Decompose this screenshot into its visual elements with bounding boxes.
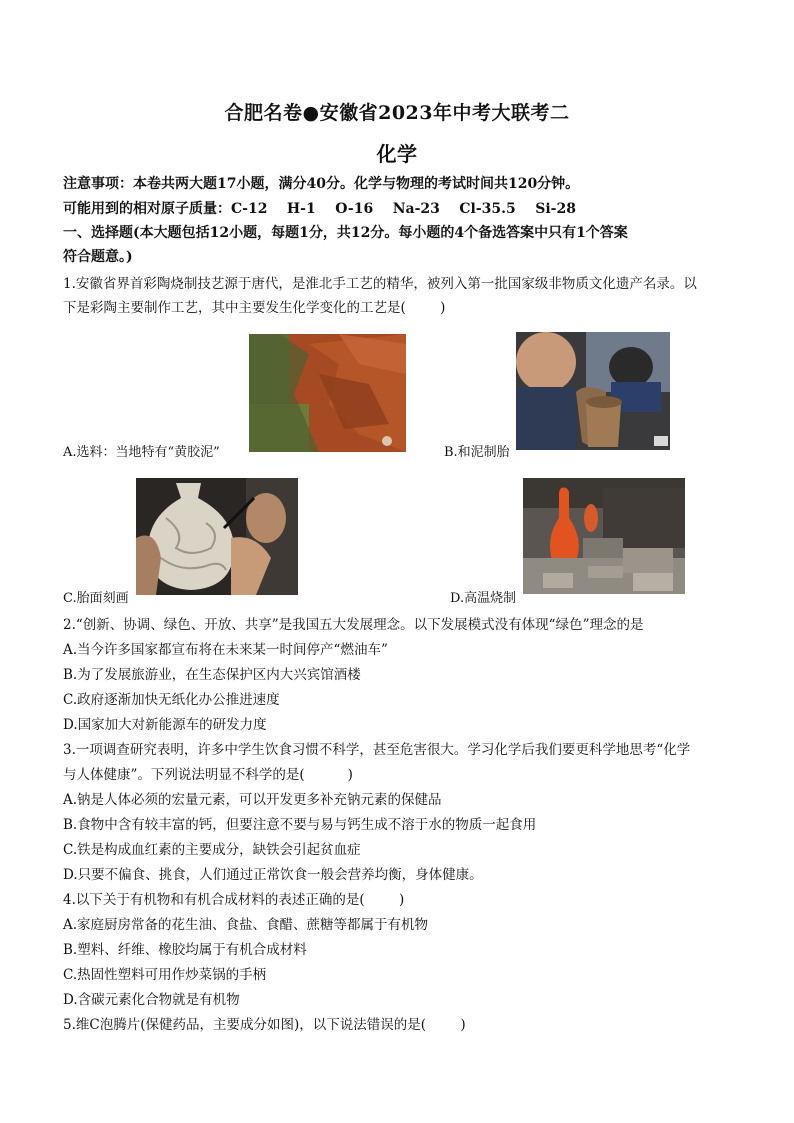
q2-stem: 2.“创新、协调、绿色、开放、共享”是我国五大发展理念。以下发展模式没有体现“绿色”理念的是: [63, 617, 644, 633]
exam-title: 合肥名卷●安徽省2023年中考大联考二: [224, 102, 570, 124]
q5-stem: 5.维C泡腾片(保健药品，主要成分如图)，以下说法错误的是( ): [63, 1017, 466, 1033]
q4-option-c: C.热固性塑料可用作炒菜锅的手柄: [63, 967, 267, 983]
atomic-mass-note: 可能用到的相对原子质量：C-12 H-1 O-16 Na-23 Cl-35.5 Si-28: [63, 201, 576, 217]
q3-stem-line2: 与人体健康”。下列说法明显不科学的是( ): [63, 767, 353, 783]
section1-heading-line1: 一、选择题(本大题包括12小题，每题1分，共12分。每小题的4个备选答案中只有1个答案: [63, 225, 628, 241]
q1-option-d: D.高温烧制: [450, 591, 517, 606]
q2-option-c: C.政府逐渐加快无纸化办公推进速度: [63, 692, 280, 708]
q3-option-b: B.食物中含有较丰富的钙，但要注意不要与易与钙生成不溶于水的物质一起食用: [63, 817, 537, 833]
q4-option-b: B.塑料、纤维、橡胶均属于有机合成材料: [63, 942, 307, 958]
q3-option-c: C.铁是构成血红素的主要成分，缺铁会引起贫血症: [63, 842, 361, 858]
attention-note: 注意事项：本卷共两大题17小题，满分40分。化学与物理的考试时间共120分钟。: [63, 176, 580, 192]
subject-title: 化学: [376, 142, 418, 166]
yellow-clay-photo: [249, 334, 406, 452]
q1-option-b: B.和泥制胎: [444, 445, 510, 460]
q3-option-d: D.只要不偏食、挑食，人们通过正常饮食一般会营养均衡，身体健康。: [63, 867, 483, 883]
q1-option-a: A.选料：当地特有“黄胶泥”: [63, 445, 220, 460]
kiln-firing-photo: [523, 478, 685, 594]
q2-option-d: D.国家加大对新能源车的研发力度: [63, 717, 267, 733]
q2-option-a: A.当今许多国家都宣布将在未来某一时间停产“燃油车”: [63, 642, 388, 658]
q4-option-d: D.含碳元素化合物就是有机物: [63, 992, 240, 1008]
q1-stem-line1: 1.安徽省界首彩陶烧制技艺源于唐代，是淮北手工艺的精华，被列入第一批国家级非物质文化遗产名录。以: [63, 276, 697, 292]
q3-stem-line1: 3.一项调查研究表明，许多中学生饮食习惯不科学，甚至危害很大。学习化学后我们要更科学地思考“化学: [63, 742, 691, 758]
q3-option-a: A.钠是人体必须的宏量元素，可以开发更多补充钠元素的保健品: [63, 792, 442, 808]
q1-stem-line2: 下是彩陶主要制作工艺，其中主要发生化学变化的工艺是( ): [63, 300, 446, 316]
q4-option-a: A.家庭厨房常备的花生油、食盐、食醋、蔗糖等都属于有机物: [63, 917, 429, 933]
section1-heading-line2: 符合题意。): [63, 249, 133, 265]
q4-stem: 4.以下关于有机物和有机合成材料的表述正确的是( ): [63, 892, 405, 908]
q2-option-b: B.为了发展旅游业，在生态保护区内大兴宾馆酒楼: [63, 667, 361, 683]
q1-option-c: C.胎面刻画: [63, 591, 129, 606]
vase-carving-photo: [136, 478, 298, 595]
pottery-wheel-photo: [516, 332, 670, 450]
